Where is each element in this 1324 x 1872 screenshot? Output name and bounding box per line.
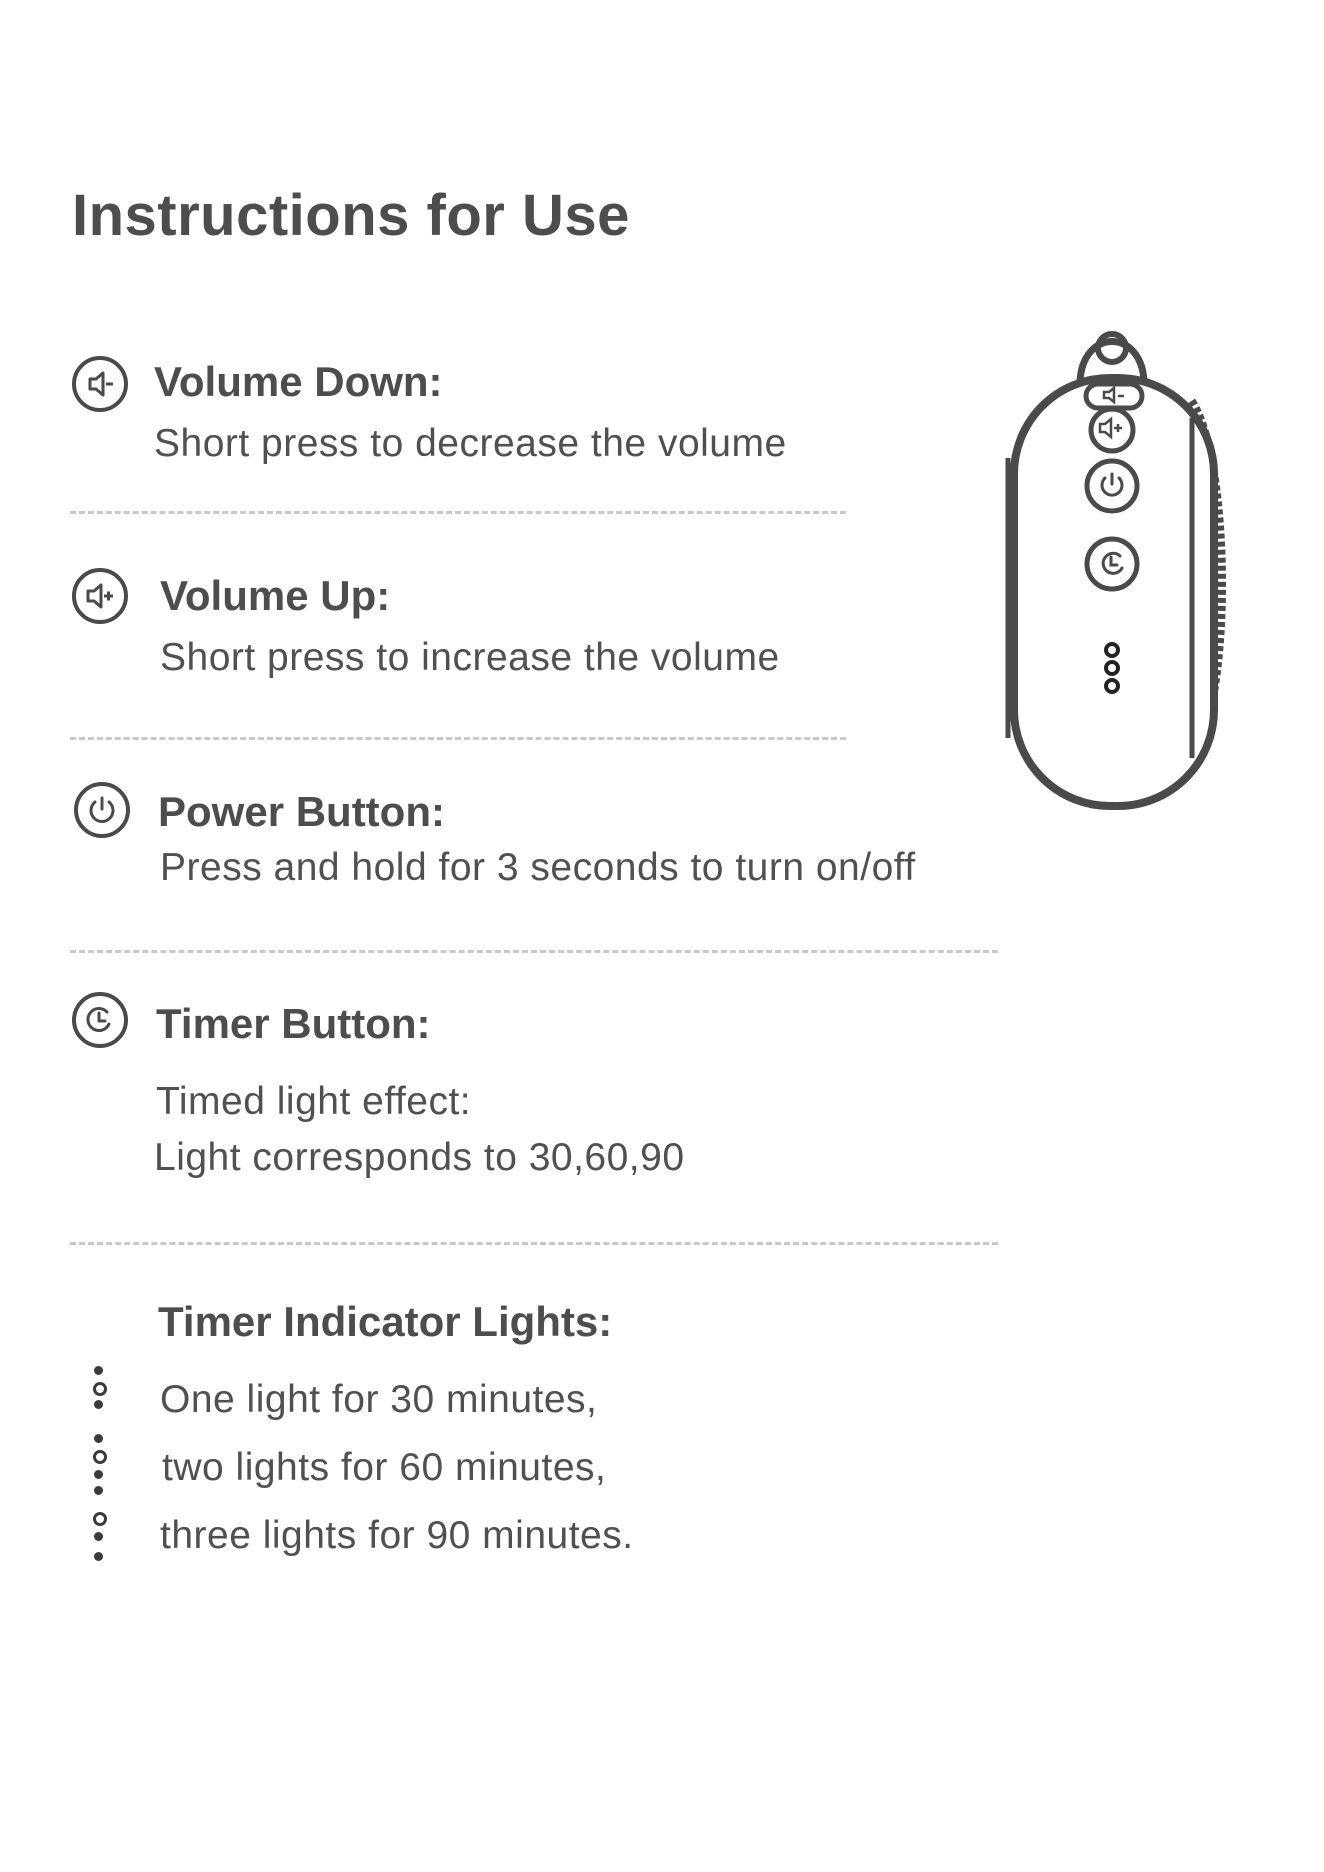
indicator-dot: [94, 1470, 103, 1479]
device-illustration: [1000, 318, 1240, 823]
indicator-dot: [94, 1366, 103, 1375]
indicator-line-three-lights: three lights for 90 minutes.: [160, 1514, 634, 1557]
timer-icon: [72, 992, 128, 1048]
indicator-dot: [93, 1512, 107, 1526]
volume-down-icon: [72, 356, 128, 412]
power-icon: [74, 782, 130, 838]
volume-up-icon: [72, 568, 128, 624]
indicator-dot: [93, 1382, 107, 1396]
divider: [70, 511, 846, 514]
volume-up-heading: Volume Up:: [160, 572, 391, 619]
divider: [70, 950, 998, 953]
power-heading: Power Button:: [158, 788, 445, 835]
volume-down-heading: Volume Down:: [154, 358, 443, 405]
indicator-line-one-light: One light for 30 minutes,: [160, 1378, 598, 1421]
indicator-dot: [94, 1400, 103, 1409]
page-title: Instructions for Use: [72, 183, 630, 248]
volume-down-description: Short press to decrease the volume: [154, 422, 787, 465]
timer-heading: Timer Button:: [156, 1000, 431, 1047]
indicator-dot: [93, 1450, 107, 1464]
timer-description-line-1: Timed light effect:: [156, 1080, 472, 1123]
divider: [70, 737, 846, 740]
indicator-dot: [94, 1532, 103, 1541]
indicator-dot: [94, 1434, 103, 1443]
indicator-heading: Timer Indicator Lights:: [158, 1298, 613, 1345]
divider: [70, 1242, 998, 1245]
indicator-line-two-lights: two lights for 60 minutes,: [162, 1446, 607, 1489]
power-description: Press and hold for 3 seconds to turn on/off: [160, 846, 916, 889]
indicator-dot: [94, 1486, 103, 1495]
indicator-dot: [94, 1552, 103, 1561]
device-outline: [1000, 318, 1240, 818]
timer-description-line-2: Light corresponds to 30,60,90: [154, 1136, 685, 1179]
volume-up-description: Short press to increase the volume: [160, 636, 780, 679]
